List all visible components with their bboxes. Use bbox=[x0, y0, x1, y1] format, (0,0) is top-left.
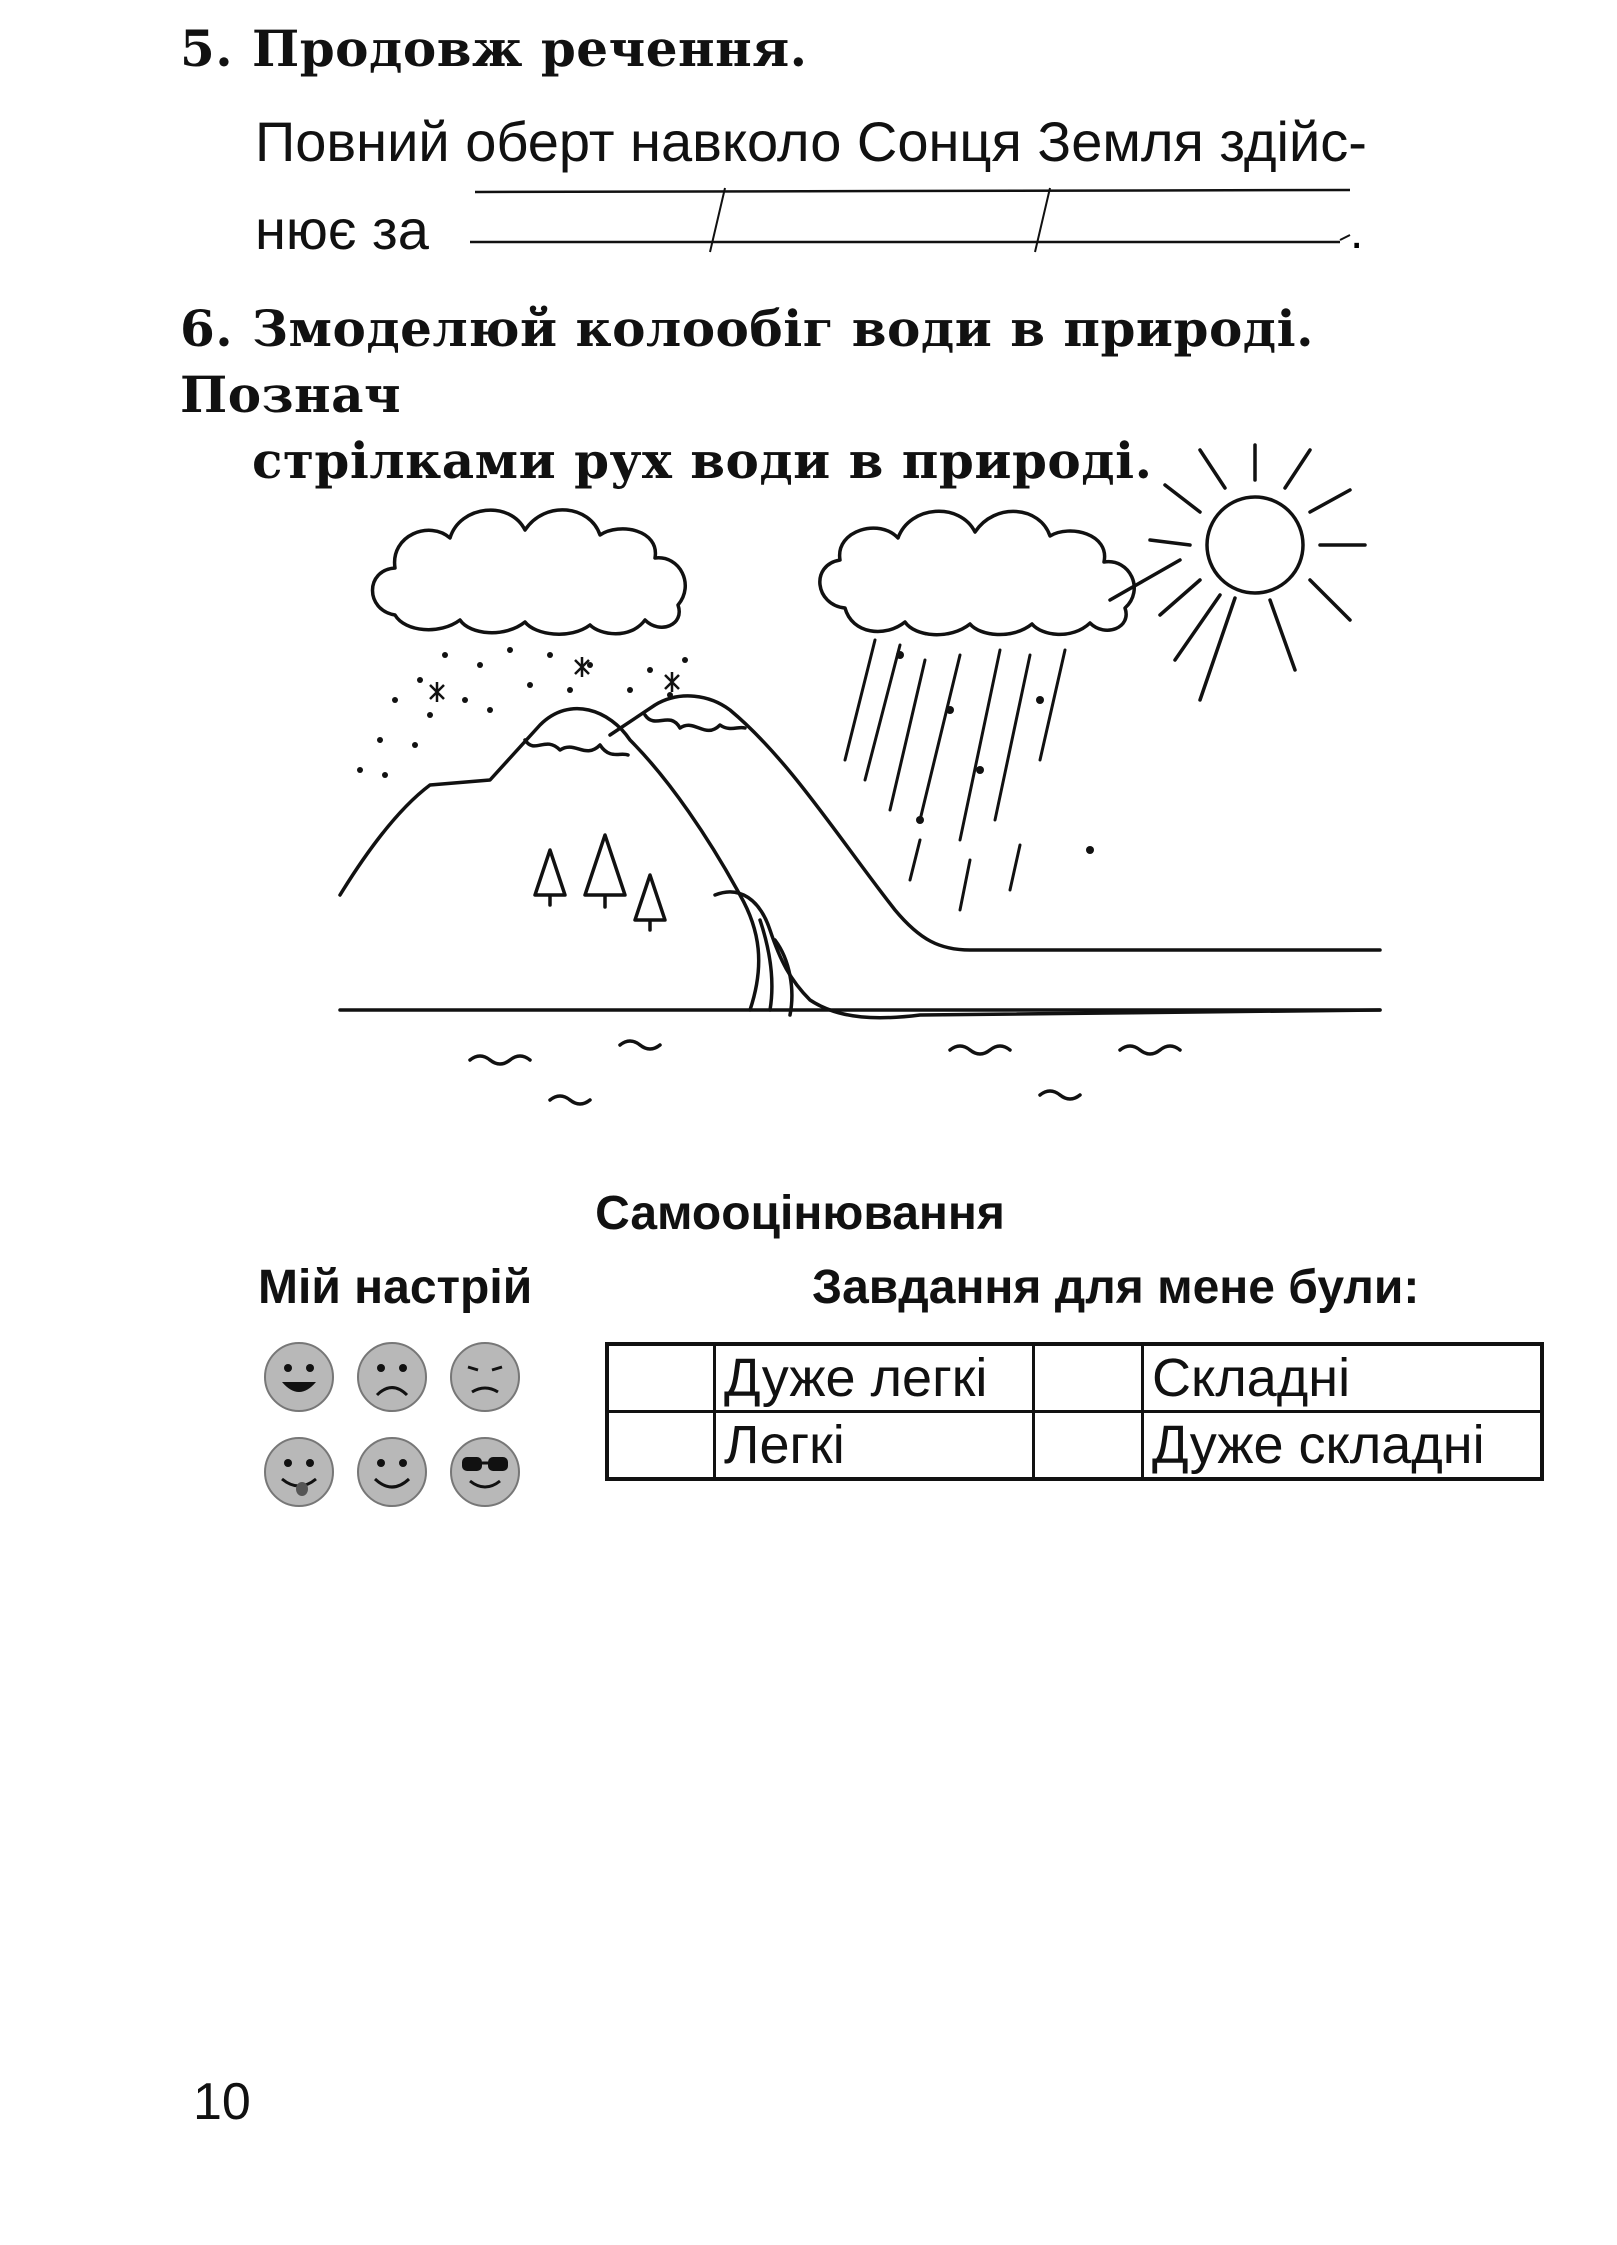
task-5-sentence-line-1: Повний оберт навколо Сонця Земля здійс- bbox=[255, 110, 1367, 173]
sentence-end-dot: . bbox=[1350, 206, 1364, 259]
checkbox-very-easy[interactable] bbox=[607, 1344, 715, 1412]
sun-rays bbox=[1110, 445, 1365, 700]
table-row bbox=[607, 1412, 1542, 1480]
tree bbox=[535, 850, 565, 905]
smile-icon[interactable] bbox=[355, 1435, 429, 1509]
mood-title: Мій настрій bbox=[258, 1261, 533, 1314]
task-5-text: Продовж речення. bbox=[252, 19, 808, 78]
checkbox-easy[interactable] bbox=[607, 1412, 715, 1480]
answer-end-tick bbox=[1340, 235, 1350, 240]
table-row bbox=[607, 1344, 1542, 1412]
snowflakes bbox=[430, 657, 679, 702]
tasks-title: Завдання для мене були: bbox=[812, 1261, 1420, 1314]
answer-lines[interactable] bbox=[460, 180, 1380, 270]
task-6-number: 6. bbox=[180, 299, 234, 358]
water-cycle-illustration[interactable] bbox=[320, 440, 1400, 1160]
displeased-icon[interactable] bbox=[448, 1340, 522, 1414]
checkbox-difficult[interactable] bbox=[1034, 1344, 1143, 1412]
sunglasses-icon[interactable] bbox=[448, 1435, 522, 1509]
task-5-sentence-start: нює за bbox=[255, 198, 429, 261]
tree bbox=[585, 835, 625, 907]
task-6-text-line-2: стрілками рух води в природі. bbox=[252, 431, 1153, 490]
wave bbox=[1040, 1091, 1080, 1099]
tongue-out-icon[interactable] bbox=[262, 1435, 336, 1509]
wave bbox=[950, 1046, 1010, 1054]
mountain-left bbox=[340, 709, 759, 1010]
sad-icon[interactable] bbox=[355, 1340, 429, 1414]
task-5-number: 5. bbox=[180, 19, 234, 78]
task-5-title bbox=[180, 16, 808, 82]
snow-cap-left bbox=[525, 740, 628, 755]
difficulty-table bbox=[605, 1342, 1544, 1481]
option-easy: Легкі bbox=[715, 1412, 1034, 1480]
option-very-difficult: Дуже складні bbox=[1143, 1412, 1543, 1480]
wave bbox=[550, 1096, 590, 1104]
answer-line-top[interactable] bbox=[475, 190, 1350, 192]
option-difficult: Складні bbox=[1143, 1344, 1543, 1412]
self-assessment-title: Самооцінювання bbox=[595, 1187, 1005, 1240]
snow-cap-right bbox=[645, 715, 745, 730]
snowfall bbox=[357, 647, 1094, 854]
rain-lines bbox=[845, 640, 1065, 910]
page-number: 10 bbox=[193, 2073, 251, 2131]
laughing-icon[interactable] bbox=[262, 1340, 336, 1414]
mountain-right bbox=[610, 696, 1380, 950]
wave bbox=[470, 1056, 530, 1064]
tree bbox=[635, 875, 665, 930]
wave bbox=[1120, 1046, 1180, 1054]
rain-cloud bbox=[820, 511, 1134, 634]
task-6-text-line-1: Змоделюй колообіг води в природі. Познач bbox=[180, 299, 1315, 424]
sun bbox=[1207, 497, 1303, 593]
wave bbox=[620, 1041, 660, 1049]
snow-cloud bbox=[373, 510, 686, 634]
option-very-easy: Дуже легкі bbox=[715, 1344, 1034, 1412]
task-5-sentence-line-2 bbox=[255, 198, 429, 262]
checkbox-very-difficult[interactable] bbox=[1034, 1412, 1143, 1480]
river bbox=[715, 892, 1380, 1018]
